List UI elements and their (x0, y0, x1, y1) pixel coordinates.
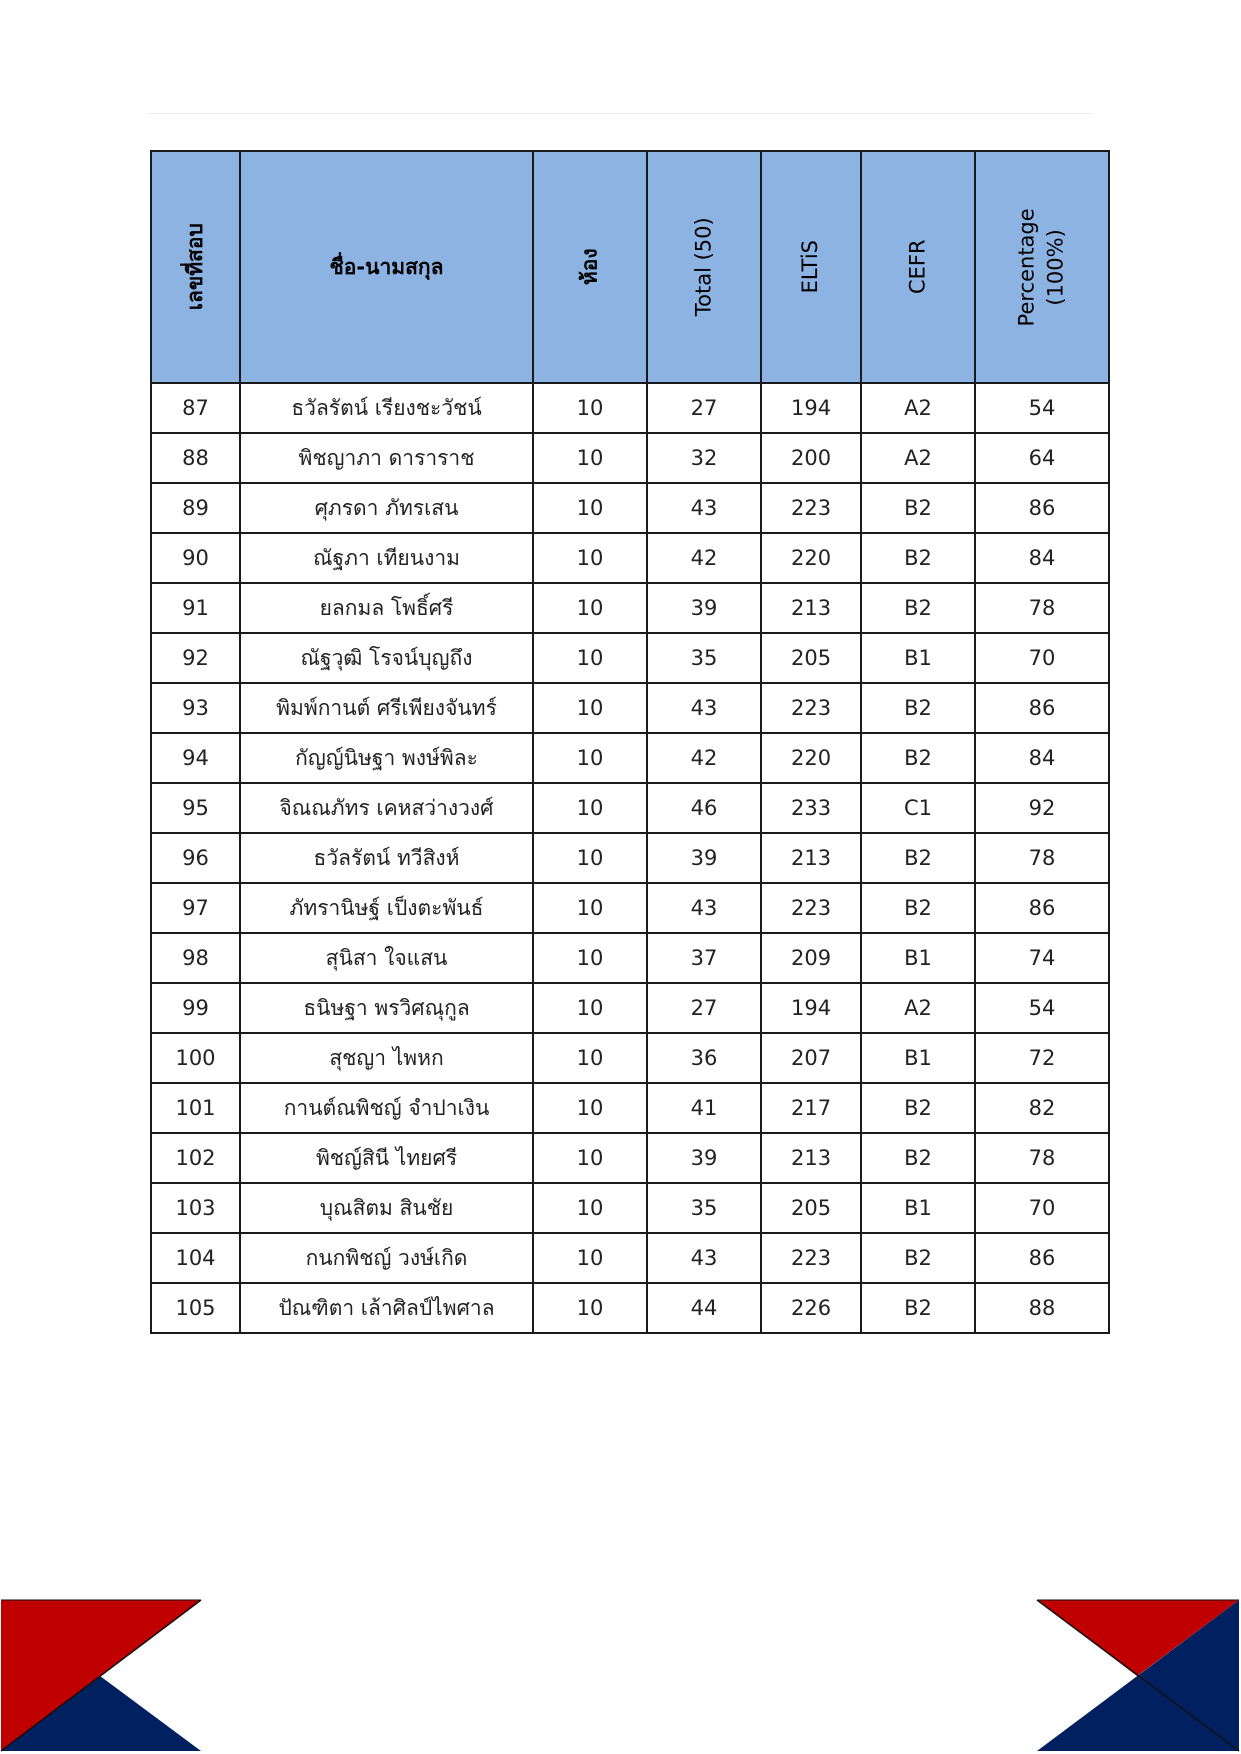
top-rule (147, 113, 1094, 114)
table-row (151, 883, 1109, 933)
table-row (151, 1283, 1109, 1333)
exam-no-cell: 87 (151, 383, 240, 433)
exam-no-cell: 101 (151, 1083, 240, 1133)
table-row (151, 1233, 1109, 1283)
cefr-cell: A2 (861, 433, 975, 483)
percentage-cell: 78 (975, 583, 1109, 633)
percentage-cell: 78 (975, 1133, 1109, 1183)
cefr-cell: A2 (861, 383, 975, 433)
percentage-cell: 86 (975, 483, 1109, 533)
table-row (151, 833, 1109, 883)
name-header-text: ชื่อ-นามสกุล (329, 254, 444, 279)
name-cell: ณัฐภา เทียนงาม (240, 533, 533, 583)
total-cell: 46 (647, 783, 761, 833)
room-header-text: ห้อง (577, 248, 602, 286)
exam-no-cell: 100 (151, 1033, 240, 1083)
cefr-cell: B2 (861, 483, 975, 533)
percentage-cell: 92 (975, 783, 1109, 833)
exam-no-header-text: เลขที่สอบ (182, 223, 207, 311)
room-cell: 10 (533, 533, 647, 583)
cefr-cell: B2 (861, 883, 975, 933)
percentage-cell: 82 (975, 1083, 1109, 1133)
table-row (151, 583, 1109, 633)
percentage-cell: 88 (975, 1283, 1109, 1333)
exam-no-cell: 96 (151, 833, 240, 883)
name-cell: ภัทรานิษฐ์ เป็งตะพันธ์ (240, 883, 533, 933)
percentage-header-line1: Percentage (1014, 207, 1039, 327)
room-cell: 10 (533, 683, 647, 733)
name-cell: ณัฐวุฒิ โรจน์บุญถึง (240, 633, 533, 683)
table-row (151, 983, 1109, 1033)
room-cell: 10 (533, 1283, 647, 1333)
percentage-cell: 70 (975, 633, 1109, 683)
table-row (151, 433, 1109, 483)
eltis-cell: 217 (761, 1083, 861, 1133)
percentage-cell: 84 (975, 733, 1109, 783)
corner-decoration-right (1035, 1598, 1241, 1754)
table-row (151, 1033, 1109, 1083)
name-cell: พิมพ์กานต์ ศรีเพียงจันทร์ (240, 683, 533, 733)
eltis-cell: 226 (761, 1283, 861, 1333)
col-header-percentage (975, 151, 1109, 383)
exam-no-cell: 89 (151, 483, 240, 533)
name-cell: พิชญาภา ดาราราช (240, 433, 533, 483)
total-cell: 44 (647, 1283, 761, 1333)
name-cell: สุชญา ไพหก (240, 1033, 533, 1083)
total-cell: 43 (647, 483, 761, 533)
percentage-cell: 54 (975, 383, 1109, 433)
room-cell: 10 (533, 1133, 647, 1183)
table-row (151, 733, 1109, 783)
table-row (151, 783, 1109, 833)
room-cell: 10 (533, 633, 647, 683)
exam-no-cell: 103 (151, 1183, 240, 1233)
col-header-cefr (861, 151, 975, 383)
header-row (151, 151, 1109, 383)
exam-no-cell: 105 (151, 1283, 240, 1333)
exam-no-cell: 92 (151, 633, 240, 683)
name-cell: สุนิสา ใจแสน (240, 933, 533, 983)
percentage-cell: 70 (975, 1183, 1109, 1233)
exam-no-cell: 102 (151, 1133, 240, 1183)
name-cell: ธวัลรัตน์ เรียงชะวัชน์ (240, 383, 533, 433)
cefr-cell: B1 (861, 1033, 975, 1083)
room-cell: 10 (533, 733, 647, 783)
eltis-cell: 223 (761, 1233, 861, 1283)
cefr-cell: A2 (861, 983, 975, 1033)
percentage-cell: 54 (975, 983, 1109, 1033)
percentage-header-line2: (100%) (1044, 228, 1069, 306)
eltis-cell: 220 (761, 533, 861, 583)
total-header-text: Total (50) (691, 217, 716, 317)
exam-no-cell: 104 (151, 1233, 240, 1283)
room-cell: 10 (533, 783, 647, 833)
eltis-cell: 213 (761, 583, 861, 633)
exam-no-cell: 95 (151, 783, 240, 833)
col-header-room (533, 151, 647, 383)
table-row (151, 683, 1109, 733)
eltis-cell: 209 (761, 933, 861, 983)
eltis-cell: 205 (761, 1183, 861, 1233)
percentage-cell: 86 (975, 683, 1109, 733)
eltis-cell: 194 (761, 383, 861, 433)
eltis-cell: 223 (761, 883, 861, 933)
eltis-cell: 223 (761, 683, 861, 733)
exam-no-cell: 97 (151, 883, 240, 933)
room-cell: 10 (533, 983, 647, 1033)
total-cell: 39 (647, 1133, 761, 1183)
eltis-cell: 194 (761, 983, 861, 1033)
cefr-header-text: CEFR (905, 239, 930, 295)
exam-no-cell: 91 (151, 583, 240, 633)
cefr-cell: B1 (861, 933, 975, 983)
cefr-cell: B1 (861, 1183, 975, 1233)
percentage-cell: 86 (975, 883, 1109, 933)
room-cell: 10 (533, 933, 647, 983)
cefr-cell: B2 (861, 1283, 975, 1333)
room-cell: 10 (533, 433, 647, 483)
total-cell: 27 (647, 983, 761, 1033)
table-row (151, 933, 1109, 983)
room-cell: 10 (533, 833, 647, 883)
name-cell: กัญญ์นิษฐา พงษ์พิละ (240, 733, 533, 783)
eltis-cell: 213 (761, 1133, 861, 1183)
col-header-eltis (761, 151, 861, 383)
name-cell: กานต์ณพิชญ์ จำปาเงิน (240, 1083, 533, 1133)
table-row (151, 383, 1109, 433)
corner-decoration-left (0, 1598, 203, 1754)
room-cell: 10 (533, 483, 647, 533)
total-cell: 35 (647, 1183, 761, 1233)
name-cell: ธนิษฐา พรวิศณุกูล (240, 983, 533, 1033)
cefr-cell: B2 (861, 833, 975, 883)
name-cell: บุณสิตม สินชัย (240, 1183, 533, 1233)
room-cell: 10 (533, 1233, 647, 1283)
room-cell: 10 (533, 1183, 647, 1233)
results-body (151, 383, 1109, 1333)
total-cell: 35 (647, 633, 761, 683)
percentage-header-text (1013, 208, 1072, 326)
total-cell: 42 (647, 733, 761, 783)
total-cell: 39 (647, 583, 761, 633)
name-cell: พิชญ์สินี ไทยศรี (240, 1133, 533, 1183)
total-cell: 41 (647, 1083, 761, 1133)
total-cell: 32 (647, 433, 761, 483)
cefr-cell: B2 (861, 533, 975, 583)
cefr-cell: B2 (861, 1083, 975, 1133)
exam-no-cell: 88 (151, 433, 240, 483)
cefr-cell: B2 (861, 583, 975, 633)
col-header-total (647, 151, 761, 383)
eltis-cell: 223 (761, 483, 861, 533)
room-cell: 10 (533, 383, 647, 433)
name-cell: ปัณฑิตา เล้าศิลป์ไพศาล (240, 1283, 533, 1333)
name-cell: ยลกมล โพธิ์ศรี (240, 583, 533, 633)
percentage-cell: 86 (975, 1233, 1109, 1283)
exam-no-cell: 90 (151, 533, 240, 583)
total-cell: 37 (647, 933, 761, 983)
percentage-cell: 84 (975, 533, 1109, 583)
table-row (151, 633, 1109, 683)
total-cell: 36 (647, 1033, 761, 1083)
total-cell: 43 (647, 683, 761, 733)
percentage-cell: 74 (975, 933, 1109, 983)
results-table (150, 150, 1110, 1334)
room-cell: 10 (533, 1033, 647, 1083)
table-row (151, 1083, 1109, 1133)
col-header-exam-no (151, 151, 240, 383)
room-cell: 10 (533, 883, 647, 933)
cefr-cell: B2 (861, 1133, 975, 1183)
table-row (151, 1133, 1109, 1183)
name-cell: ศุภรดา ภัทรเสน (240, 483, 533, 533)
eltis-header-text: ELTiS (798, 240, 823, 294)
table-row (151, 1183, 1109, 1233)
eltis-cell: 205 (761, 633, 861, 683)
room-cell: 10 (533, 1083, 647, 1133)
total-cell: 27 (647, 383, 761, 433)
exam-no-cell: 93 (151, 683, 240, 733)
room-cell: 10 (533, 583, 647, 633)
exam-no-cell: 99 (151, 983, 240, 1033)
total-cell: 43 (647, 883, 761, 933)
percentage-cell: 72 (975, 1033, 1109, 1083)
total-cell: 42 (647, 533, 761, 583)
percentage-cell: 78 (975, 833, 1109, 883)
percentage-cell: 64 (975, 433, 1109, 483)
name-cell: ธวัลรัตน์ ทวีสิงห์ (240, 833, 533, 883)
cefr-cell: B2 (861, 733, 975, 783)
eltis-cell: 213 (761, 833, 861, 883)
total-cell: 43 (647, 1233, 761, 1283)
col-header-name (240, 151, 533, 383)
total-cell: 39 (647, 833, 761, 883)
eltis-cell: 207 (761, 1033, 861, 1083)
eltis-cell: 220 (761, 733, 861, 783)
name-cell: จิณณภัทร เคหสว่างวงศ์ (240, 783, 533, 833)
name-cell: กนกพิชญ์ วงษ์เกิด (240, 1233, 533, 1283)
eltis-cell: 200 (761, 433, 861, 483)
eltis-cell: 233 (761, 783, 861, 833)
exam-no-cell: 94 (151, 733, 240, 783)
exam-no-cell: 98 (151, 933, 240, 983)
cefr-cell: B2 (861, 683, 975, 733)
table-row (151, 483, 1109, 533)
cefr-cell: B2 (861, 1233, 975, 1283)
cefr-cell: B1 (861, 633, 975, 683)
table-row (151, 533, 1109, 583)
cefr-cell: C1 (861, 783, 975, 833)
